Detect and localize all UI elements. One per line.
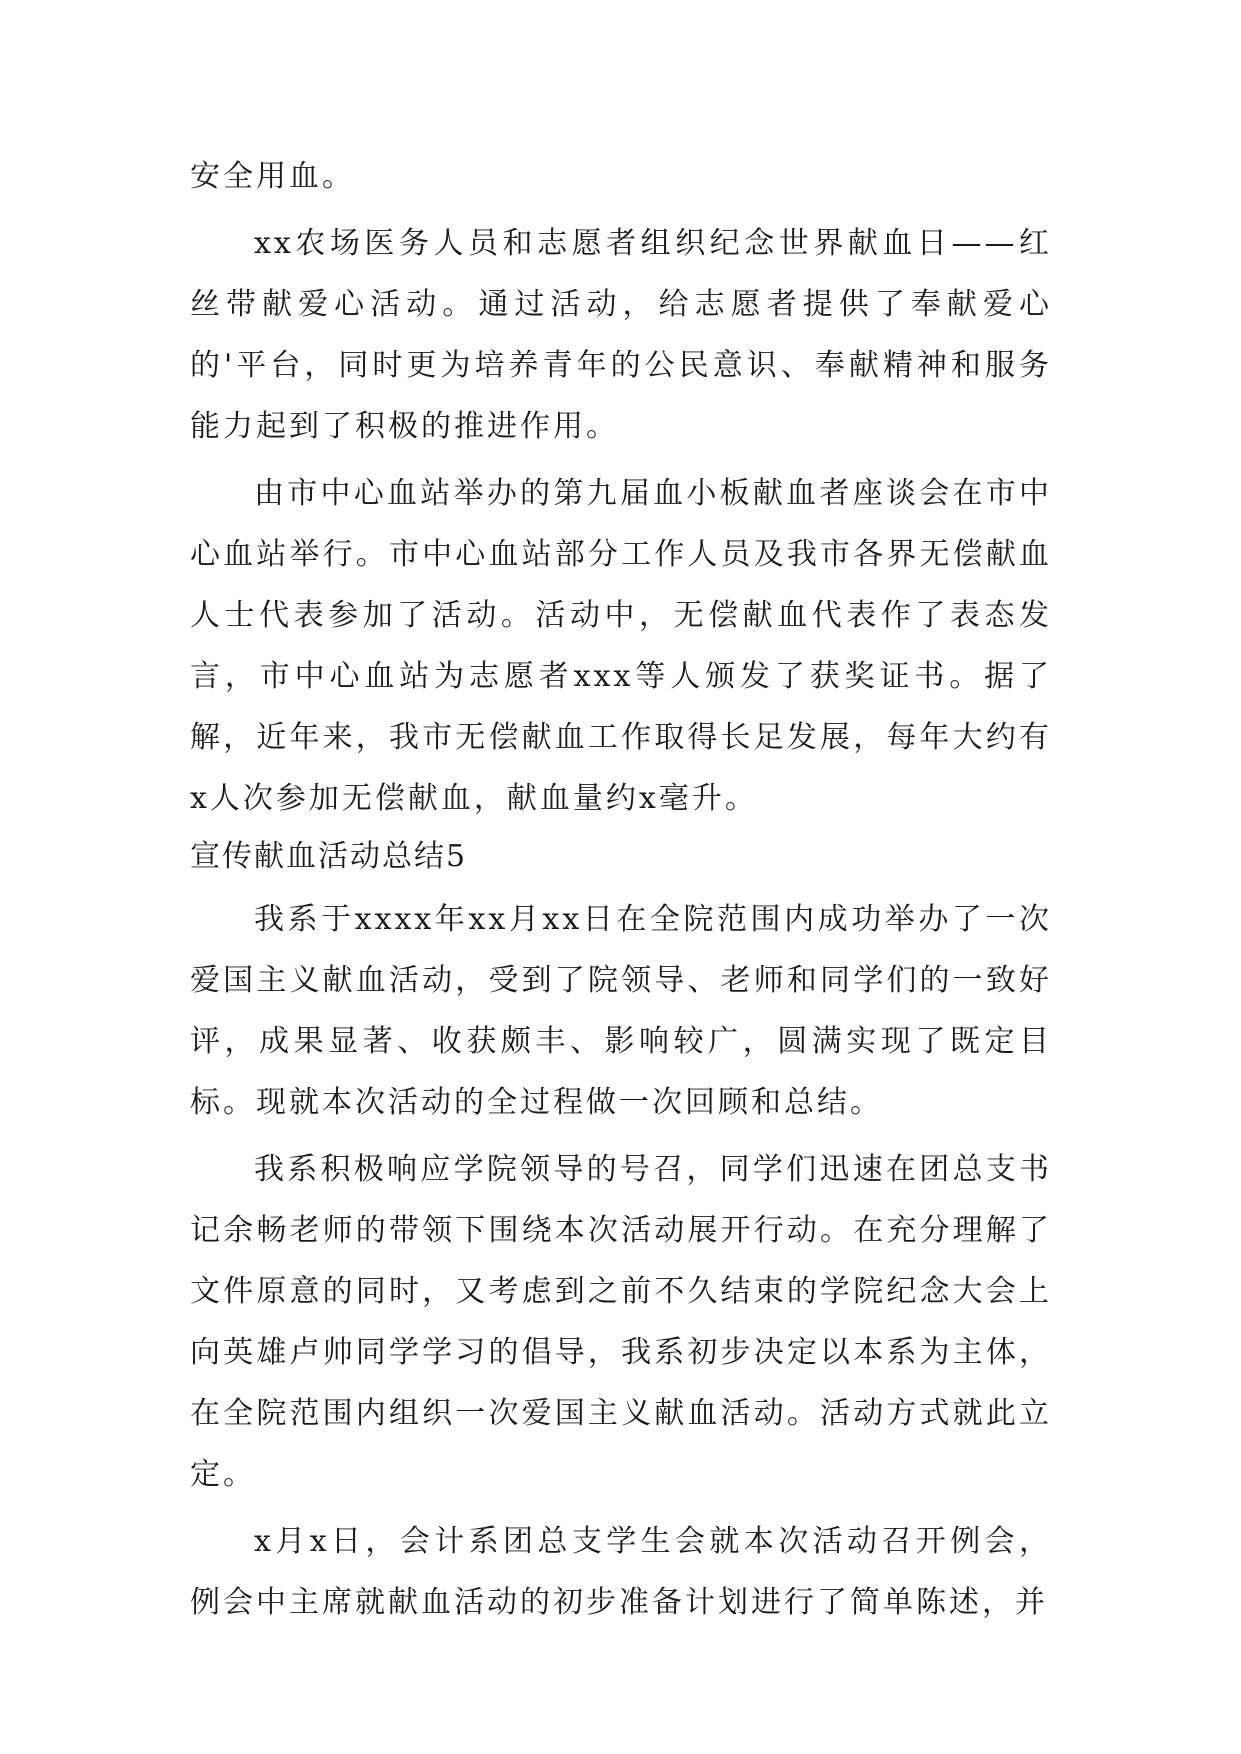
document-body: [190, 146, 1052, 1633]
paragraph-response-to-call: 我系积极响应学院领导的号召，同学们迅速在团总支书记余畅老师的带领下围绕本次活动展开行动。在充分理解了文件原意的同时，又考虑到之前不久结束的学院纪念大会上向英雄卢帅同学学习的倡导，我系初步决定以本系为主体，在全院范围内组织一次爱国主义献血活动。活动方式就此立定。: [190, 1152, 1052, 1492]
paragraph-continuation: 安全用血。: [190, 159, 355, 194]
paragraph-meeting: x月x日，会计系团总支学生会就本次活动召开例会，例会中主席就献血活动的初步准备计划进行了简单陈述，并: [190, 1524, 1052, 1620]
section-heading: 宣传献血活动总结5: [190, 839, 468, 874]
paragraph-patriotic-blood-drive: 我系于xxxx年xx月xx日在全院范围内成功举办了一次爱国主义献血活动，受到了院领导、老师和同学们的一致好评，成果显著、收获颇丰、影响较广，圆满实现了既定目标。现就本次活动的全过程做一次回顾和总结。: [190, 902, 1052, 1120]
paragraph-platelet-donor-forum: 由市中心血站举办的第九届血小板献血者座谈会在市中心血站举行。市中心血站部分工作人员及我市各界无偿献血人士代表参加了活动。活动中，无偿献血代表作了表态发言，市中心血站为志愿者xxx等人颁发了获奖证书。据了解，近年来，我市无偿献血工作取得长足发展，每年大约有x人次参加无偿献血，献血量约x毫升。: [190, 476, 1052, 816]
paragraph-red-ribbon-activity: xx农场医务人员和志愿者组织纪念世界献血日——红丝带献爱心活动。通过活动，给志愿者提供了奉献爱心的'平台，同时更为培养青年的公民意识、奉献精神和服务能力起到了积极的推进作用。: [190, 226, 1052, 444]
